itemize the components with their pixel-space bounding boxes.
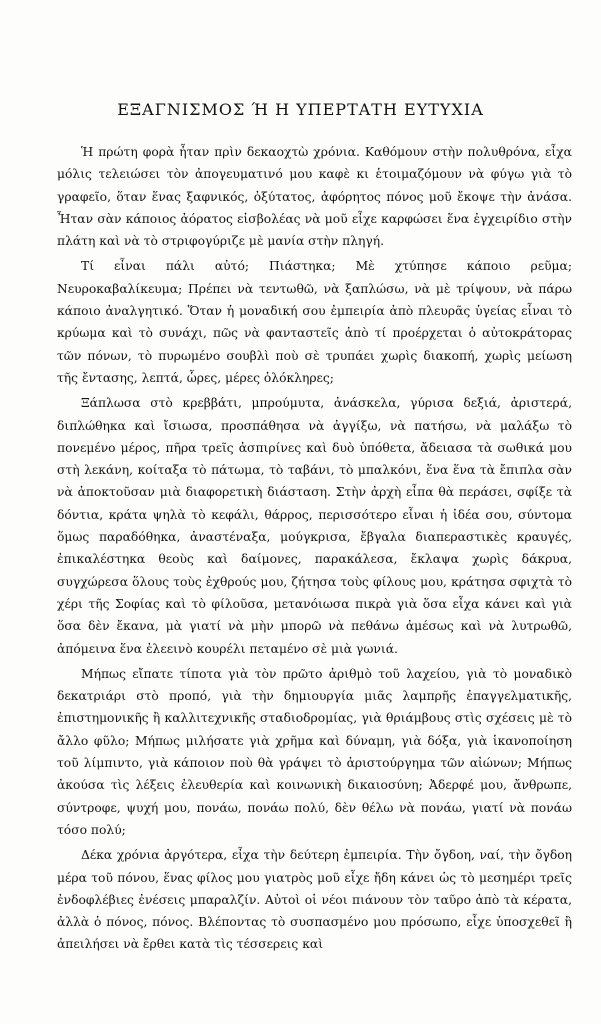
paragraph-3: Ξάπλωσα στὸ κρεββάτι, μπρούμυτα, ἀνάσκελα, γύρισα δεξιά, ἀριστερά, διπλώθηκα καὶ ἴσιωσα, προσπάθησα νὰ ἀγγίξω, νὰ πατήσω, νὰ μαλάξω τὸ πονεμένο μέρος, πῆρα τρεῖς ἀσπιρίνες καὶ δυὸ ὑπόθετα, ἄδειασα τὰ σωθικά μου στὴ λεκάνη, κοίταξα τὸ πάτωμα, τὸ ταβάνι, τὸ μπαλκόνι, ἕνα ἕνα τὰ ἔπιπλα σὰν νὰ ἀποκτοῦσαν μιὰ διαφορετικὴ διάσταση. Στὴν ἀρχὴ εἶπα θὰ περάσει, σφίξε τὰ δόντια, κράτα ψηλὰ τὸ κεφάλι, θάρρος, περισσότερο εἶναι ἡ ἰδέα σου, σύντομα ὅμως παραδόθηκα, ἀναστέναξα, μούγκρισα, ἔβγαλα διαπεραστικὲς κραυγές, ἐπικαλέστηκα θεοὺς καὶ δαίμονες, παρακάλεσα, ἔκλαψα χωρὶς δάκρυα, συγχώρεσα ὅλους τοὺς ἐχθρούς μου, ζήτησα τοὺς φίλους μου, κράτησα σφιχτὰ τὸ χέρι τῆς Σοφίας καὶ τὸ φίλοῦσα, μετανόιωσα πικρὰ γιὰ ὅσα εἶχα κάνει καὶ γιὰ ὅσα δὲν ἔκανα, μὰ γιατί νὰ μὴν μπορῶ νὰ πεθάνω ἀμέσως καὶ νὰ λυτρωθῶ, ἀπόμεινα ἕνα ἐλεεινὸ κουρέλι πεταμένο σὲ μιὰ γωνιά.	[57, 396, 572, 656]
paragraph-4: Μήπως εἴπατε τίποτα γιὰ τὸν πρῶτο ἀριθμὸ τοῦ λαχείου, γιὰ τὸ μοναδικὸ δεκατριάρι στὸ προπό, γιὰ τὴν δημιουργία μιᾶς λαμπρῆς ἐπαγγελματικῆς, ἐπιστημονικῆς ἢ καλλιτεχνικῆς σταδιοδρομίας, γιὰ θριάμβους στὶς σχέσεις μὲ τὸ ἄλλο φῦλο; Μήπως μιλήσατε γιὰ χρῆμα καὶ δύναμη, γιὰ δόξα, γιὰ ἱκανοποίηση τοῦ λίμπιντο, γιὰ κάποιον ποὺ θὰ γράψει τὸ ἀριστούργημα τῶν αἰώνων; Μήπως ἀκούσα τὶς λέξεις ἐλευθερία καὶ κοινωνικὴ δικαιοσύνη; Ἀδερφέ μου, ἄνθρωπε, σύντροφε, ψυχή μου, πονάω, πονάω πολύ, δὲν θέλω νὰ πονάω, γιατί νὰ πονάω τόσο πολύ;	[57, 666, 572, 837]
chapter-title: ΕΞΑΓΝΙΣΜΟΣ Ή Η ΥΠΕΡΤΑΤΗ ΕΥΤΥΧΙΑ	[117, 100, 484, 119]
paragraph-1: Ἡ πρώτη φορὰ ἦταν πρὶν δεκαοχτὼ χρόνια. Καθόμουν στὴν πολυθρόνα, εἶχα μόλις τελειώσει τὸν ἀπογευματινό μου καφὲ κι ἑτοιμαζόμουν νὰ φύγω γιὰ τὸ γραφεῖο, ὅταν ἕνας ξαφνικός, ὀξύτατος, ἀφόρητος πόνος μοῦ ἔκοψε τὴν ἀνάσα. Ἦταν σὰν κάποιος ἀόρατος εἰσβολέας νὰ μοῦ εἶχε καρφώσει ἕνα ἐγχειρίδιο στὴν πλάτη καὶ νὰ τὸ στριφογύριζε μὲ μανία στὴν πληγή.	[57, 145, 572, 249]
paragraph-5: Δέκα χρόνια ἀργότερα, εἶχα τὴν δεύτερη ἐμπειρία. Τὴν ὄγδοη, ναί, τὴν ὄγδοη μέρα τοῦ πόνου, ἕνας φίλος μου γιατρὸς μοῦ εἶχε ἤδη κάνει ὡς τὸ μεσημέρι τρεῖς ἐνδοφλέβιες ἐνέσεις μπαραλζίν. Αὐτοὶ οἱ νέοι πιάνουν τὸν ταῦρο ἀπὸ τὰ κέρατα, ἀλλὰ ὁ πόνος, πόνος. Βλέποντας τὸ συσπασμένο μου πρόσωπο, εἶχε ὑποσχεθεῖ ἢ ἀπειλήσει νὰ ἔρθει κατὰ τὶς τέσσερεις καὶ	[57, 848, 572, 952]
body-text	[57, 141, 572, 959]
paragraph-2: Τί εἶναι πάλι αὐτό; Πιάστηκα; Μὲ χτύπησε κάποιο ρεῦμα; Νευροκαβαλίκευμα; Πρέπει νὰ τεντωθῶ, νὰ ξαπλώσω, νὰ μὲ τρίψουν, νὰ πάρω κάποιο ἀναλγητικό. Ὅταν ἡ μοναδική σου ἐμπειρία ἀπὸ πλευρᾶς ὑγείας εἶναι τὸ κρύωμα καὶ τὸ συνάχι, πῶς νὰ φανταστεῖς ἀπὸ τί προέρχεται ὁ αὐτοκράτορας τῶν πόνων, τὸ πυρωμένο σουβλὶ ποὺ σὲ τρυπάει χωρὶς διακοπή, χωρὶς μείωση τῆς ἔντασης, λεπτά, ὧρες, μέρες ὁλόκληρες;	[57, 259, 572, 385]
